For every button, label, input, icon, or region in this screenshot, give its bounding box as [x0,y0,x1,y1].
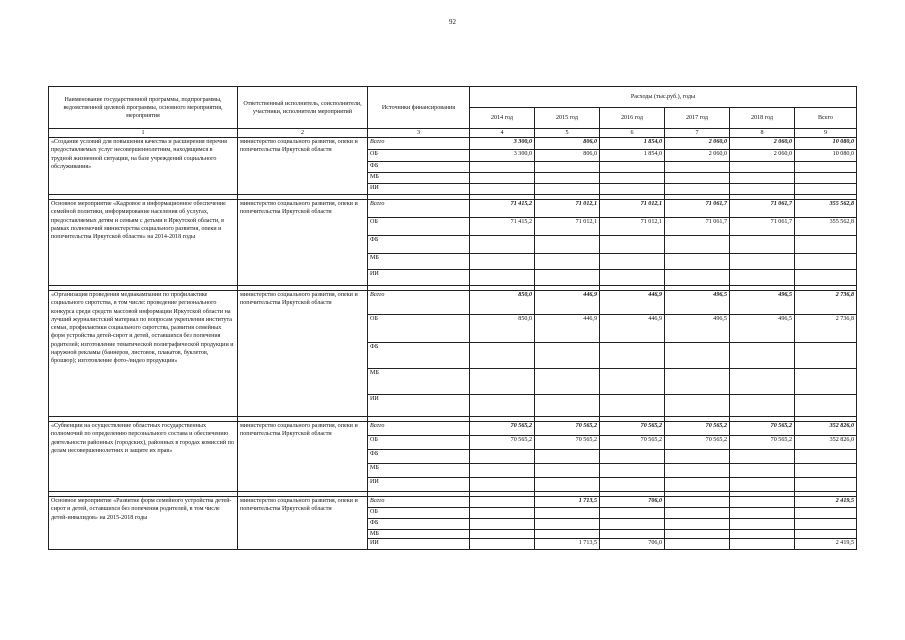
value-year [600,519,665,530]
value-total: 10 080,0 [795,138,857,150]
value-year: 70 565,2 [535,436,600,450]
value-year [470,254,535,270]
value-year: 850,0 [470,291,535,315]
column-number: 3 [368,129,470,138]
value-year [535,369,600,395]
funding-source: МБ [368,464,470,478]
value-year [665,343,730,369]
value-year [470,343,535,369]
program-name: «Организация проведения медиакампании по профилактике социального сиротства, в том числе: проведение регионального конкурса среди средств массовой информации Иркутской области на лучший журналистский материал по вопросам укрепления института семьи, профилактики социального сиротства, развития семейных форм устройства детей-сирот и детей, оставшихся без попечения родителей; изготовление тематической полиграфической продукции и наружной рекламы (баннеров, листовок, плакатов, буклетов, брошюр); изготовление фото-/видео продукции» [49,291,238,417]
value-year [535,254,600,270]
value-year: 71 061,7 [730,218,795,236]
value-total [795,519,857,530]
value-total [795,464,857,478]
funding-source: ОБ [368,508,470,519]
value-year: 71 415,2 [470,218,535,236]
value-total [795,270,857,286]
column-numbers-row [49,129,857,138]
funding-source: ОБ [368,436,470,450]
value-year [730,530,795,539]
column-number: 5 [535,129,600,138]
header-row-top [49,87,857,108]
value-year [535,173,600,184]
funding-source: ИИ [368,270,470,286]
value-year: 70 565,2 [535,422,600,436]
value-year [600,162,665,173]
value-year: 71 012,1 [600,218,665,236]
value-year [665,162,730,173]
value-year: 71 061,7 [665,200,730,218]
budget-body [49,138,857,550]
value-year [730,162,795,173]
value-year [470,464,535,478]
value-year [535,508,600,519]
value-year: 1 713,5 [535,539,600,550]
value-year: 446,9 [600,291,665,315]
value-year: 446,9 [535,315,600,343]
value-total: 352 826,0 [795,436,857,450]
value-year [730,519,795,530]
column-number: 1 [49,129,238,138]
value-year [600,395,665,417]
value-year [665,236,730,254]
value-year: 1 854,0 [600,150,665,162]
value-total [795,236,857,254]
table-row [49,200,857,218]
table-row [49,422,857,436]
value-year: 496,5 [665,315,730,343]
value-year: 446,9 [535,291,600,315]
column-number: 4 [470,129,535,138]
value-year: 71 012,1 [535,200,600,218]
value-total [795,478,857,492]
value-year [535,270,600,286]
funding-source: МБ [368,173,470,184]
value-total: 352 826,0 [795,422,857,436]
funding-source: Всего [368,200,470,218]
value-year: 446,9 [600,315,665,343]
value-total: 2 736,8 [795,315,857,343]
value-year [665,519,730,530]
column-number: 7 [665,129,730,138]
value-year [730,343,795,369]
header-year-2017: 2017 год [665,108,730,129]
funding-source: ФБ [368,236,470,254]
value-year [470,184,535,195]
value-year [470,395,535,417]
value-year [470,478,535,492]
value-year [535,464,600,478]
value-year [470,508,535,519]
value-year: 806,0 [535,150,600,162]
funding-source: МБ [368,369,470,395]
funding-source: ИИ [368,539,470,550]
value-year [730,395,795,417]
value-year [470,162,535,173]
value-year [470,519,535,530]
value-year [665,450,730,464]
funding-source: ОБ [368,218,470,236]
value-year [600,464,665,478]
value-year [730,464,795,478]
value-year [600,236,665,254]
value-year [535,162,600,173]
value-year: 2 060,0 [730,150,795,162]
value-year [730,497,795,508]
value-year [535,450,600,464]
value-total [795,508,857,519]
value-year [535,395,600,417]
value-year [665,184,730,195]
program-name: «Создание условий для повышения качества и расширения перечня предоставляемых услуг несовершеннолетним, находящимся в трудной жизненной ситуации, на базе учреждений социального обслуживания» [49,138,238,195]
value-year [470,530,535,539]
value-year [665,539,730,550]
budget-table [48,86,857,550]
value-year [470,236,535,254]
value-year: 70 565,2 [730,422,795,436]
value-year: 70 565,2 [665,422,730,436]
value-total: 2 419,5 [795,539,857,550]
table-row [49,291,857,315]
funding-source: Всего [368,497,470,508]
value-year [600,254,665,270]
value-year [730,254,795,270]
value-year: 70 565,2 [730,436,795,450]
value-year [730,270,795,286]
value-year: 71 012,1 [600,200,665,218]
header-year-2016: 2016 год [600,108,665,129]
header-sources: Источники финансирования [368,87,470,129]
value-year: 70 565,2 [600,436,665,450]
value-total [795,530,857,539]
value-year [665,254,730,270]
value-year: 70 565,2 [665,436,730,450]
header-year-2018: 2018 год [730,108,795,129]
value-total: 10 080,0 [795,150,857,162]
funding-source: ФБ [368,162,470,173]
value-year: 496,5 [665,291,730,315]
value-year: 2 060,0 [665,150,730,162]
value-total [795,369,857,395]
executor-name: министерство социального развития, опеки и попечительства Иркутской области [238,497,368,550]
value-total [795,173,857,184]
value-year: 850,0 [470,315,535,343]
value-total [795,395,857,417]
column-number: 9 [795,129,857,138]
page-number: 92 [449,18,456,26]
value-year [730,173,795,184]
funding-source: ОБ [368,315,470,343]
value-year [665,173,730,184]
value-total [795,450,857,464]
column-number: 2 [238,129,368,138]
value-year [730,478,795,492]
funding-source: МБ [368,530,470,539]
header-name: Наименование государственной программы, подпрограммы, ведомственной целевой программы, основного мероприятия, мероприятия [49,87,238,129]
column-number: 6 [600,129,665,138]
value-year [665,270,730,286]
value-year [600,450,665,464]
column-number: 8 [730,129,795,138]
value-year: 496,5 [730,315,795,343]
value-year: 71 415,2 [470,200,535,218]
value-year [730,508,795,519]
funding-source: ФБ [368,343,470,369]
value-year [665,508,730,519]
funding-source: ОБ [368,150,470,162]
value-year [600,343,665,369]
value-year: 706,0 [600,497,665,508]
executor-name: министерство социального развития, опеки и попечительства Иркутской области [238,138,368,195]
value-year [665,395,730,417]
funding-source: Всего [368,422,470,436]
value-year [470,369,535,395]
header-year-2014: 2014 год [470,108,535,129]
funding-source: Всего [368,138,470,150]
table-row [49,138,857,150]
value-year: 71 061,7 [730,200,795,218]
value-year [665,464,730,478]
value-year [470,270,535,286]
program-name: «Субвенции на осуществление областных государственных полномочий по определению персонального состава и обеспечению деятельности районных (городских), районных в городах комиссий по делам несовершеннолетних и защите их прав» [49,422,238,492]
funding-source: ФБ [368,450,470,464]
value-year [730,539,795,550]
value-year [535,343,600,369]
funding-source: ИИ [368,395,470,417]
value-year [730,369,795,395]
table-row [49,497,857,508]
value-total: 355 562,8 [795,218,857,236]
value-year [535,519,600,530]
value-year [665,497,730,508]
value-year [665,478,730,492]
value-year: 1 713,5 [535,497,600,508]
value-year: 2 060,0 [665,138,730,150]
executor-name: министерство социального развития, опеки и попечительства Иркутской области [238,291,368,417]
value-year [470,497,535,508]
funding-source: ИИ [368,184,470,195]
value-year [470,173,535,184]
value-year [535,530,600,539]
value-year [600,508,665,519]
value-year [600,184,665,195]
value-total [795,184,857,195]
value-total [795,343,857,369]
value-year [470,450,535,464]
value-year [665,530,730,539]
value-total [795,162,857,173]
value-year: 1 854,0 [600,138,665,150]
value-year [730,236,795,254]
executor-name: министерство социального развития, опеки и попечительства Иркутской области [238,200,368,286]
program-name: Основное мероприятие «Кадровое и информационное обеспечение семейной политики, информирование населения об услугах, предоставляемых детям и семьям с детьми в Иркутской области, в рамках полномочий министерства социального развития, опеки и попечительства Иркутской области» на 2014-2018 годы [49,200,238,286]
value-year: 806,0 [535,138,600,150]
value-year [600,173,665,184]
value-total: 2 736,8 [795,291,857,315]
funding-source: ФБ [368,519,470,530]
header-executor: Ответственный исполнитель, соисполнители, участники, исполнители мероприятий [238,87,368,129]
value-year [600,369,665,395]
value-year [600,270,665,286]
header-total: Всего [795,108,857,129]
value-year [600,478,665,492]
header-expenses: Расходы (тыс.руб.), годы [470,87,857,108]
value-year: 70 565,2 [470,436,535,450]
value-year [535,184,600,195]
value-total: 355 562,8 [795,200,857,218]
value-year [535,478,600,492]
header-year-2015: 2015 год [535,108,600,129]
value-year: 706,0 [600,539,665,550]
value-year [470,539,535,550]
funding-source: ИИ [368,478,470,492]
value-year [665,369,730,395]
value-year: 3 300,0 [470,138,535,150]
value-year: 70 565,2 [470,422,535,436]
funding-source: Всего [368,291,470,315]
value-year: 3 300,0 [470,150,535,162]
value-year: 70 565,2 [600,422,665,436]
value-year: 71 061,7 [665,218,730,236]
program-name: Основное мероприятие «Развитие форм семейного устройства детей-сирот и детей, оставшихся без попечения родителей, в том числе детей-инвалидов» на 2015-2018 годы [49,497,238,550]
value-total [795,254,857,270]
value-year [535,236,600,254]
value-year: 496,5 [730,291,795,315]
executor-name: министерство социального развития, опеки и попечительства Иркутской области [238,422,368,492]
value-year [600,530,665,539]
value-year: 2 060,0 [730,138,795,150]
funding-source: МБ [368,254,470,270]
value-total: 2 419,5 [795,497,857,508]
value-year: 71 012,1 [535,218,600,236]
value-year [730,184,795,195]
value-year [730,450,795,464]
